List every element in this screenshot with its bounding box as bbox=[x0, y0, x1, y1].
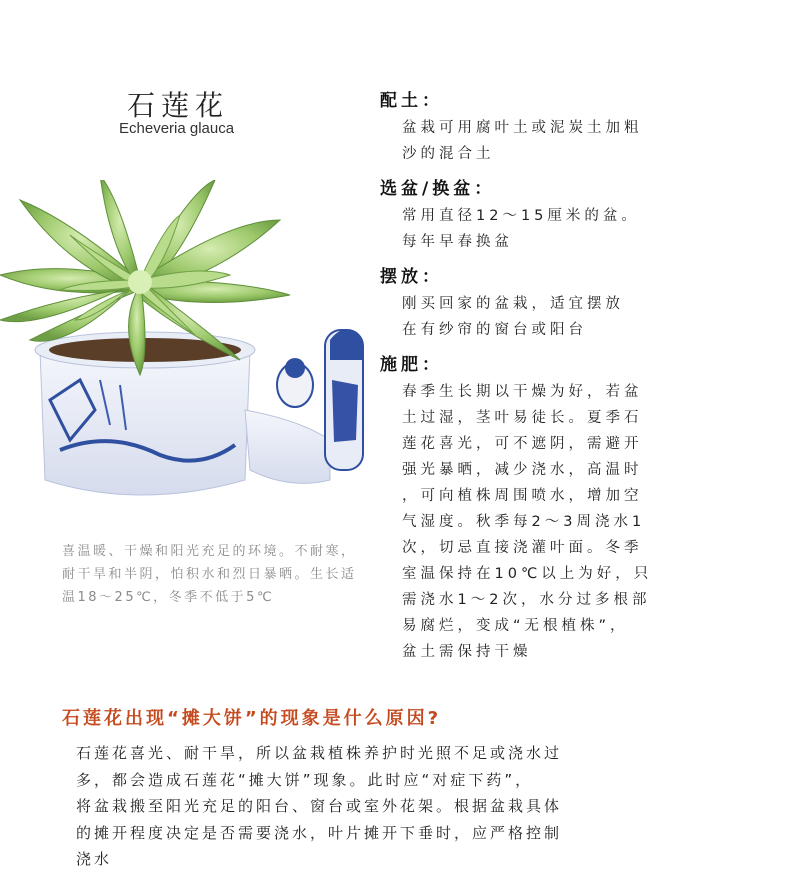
section-body: 常用直径12～15厘米的盆。 每年早春换盆 bbox=[402, 208, 640, 250]
section-placement bbox=[380, 262, 624, 343]
question-heading: 石莲花出现“摊大饼”的现象是什么原因? bbox=[62, 708, 442, 729]
section-heading: 摆放： bbox=[380, 267, 443, 287]
section-heading: 配土： bbox=[380, 91, 443, 111]
section-body: 春季生长期以干燥为好，若盆 土过湿，茎叶易徒长。夏季石 莲花喜光，可不遮阴，需避开 强光暴晒，减少浇水，高温时 ，可向植株周围喷水，增加空 气湿度。秋季每2～3周浇水1 次，切忌直接浇灌叶面。冬季 室温保持在10℃以上为好，只 需浇水1～2次，水分过多根部 易腐烂，变成“无根植株”， 盆土需保持干燥 bbox=[402, 384, 653, 660]
plant-title: 石莲花 bbox=[127, 89, 230, 122]
plant-illustration bbox=[0, 180, 380, 520]
section-heading: 施肥： bbox=[380, 355, 443, 375]
section-body: 刚买回家的盆栽，适宜摆放 在有纱帘的窗台或阳台 bbox=[402, 296, 624, 338]
plant-latin-name: Echeveria glauca bbox=[119, 120, 235, 137]
section-soil bbox=[380, 86, 643, 167]
section-fertilizing bbox=[380, 350, 652, 665]
section-body: 盆栽可用腐叶土或泥炭土加粗 沙的混合土 bbox=[402, 120, 643, 162]
answer-paragraph: 石莲花喜光、耐干旱，所以盆栽植株养护时光照不足或浇水过 多，都会造成石莲花“摊大饼”现象。此时应“对症下药”， 将盆栽搬至阳光充足的阳台、窗台或室外花架。根据盆栽具体 的摊开程度决定是否需要浇水，叶片摊开下垂时，应严格控制 浇水 bbox=[76, 744, 563, 868]
section-heading: 选盆/换盆： bbox=[380, 179, 496, 199]
planter-pot bbox=[35, 329, 363, 495]
care-summary-caption: 喜温暖、干燥和阳光充足的环境。不耐寒，耐干旱和半阴，怕积水和烈日暴晒。生长适温18～25℃，冬季不低于5℃ bbox=[62, 544, 357, 605]
section-pot bbox=[380, 174, 640, 255]
